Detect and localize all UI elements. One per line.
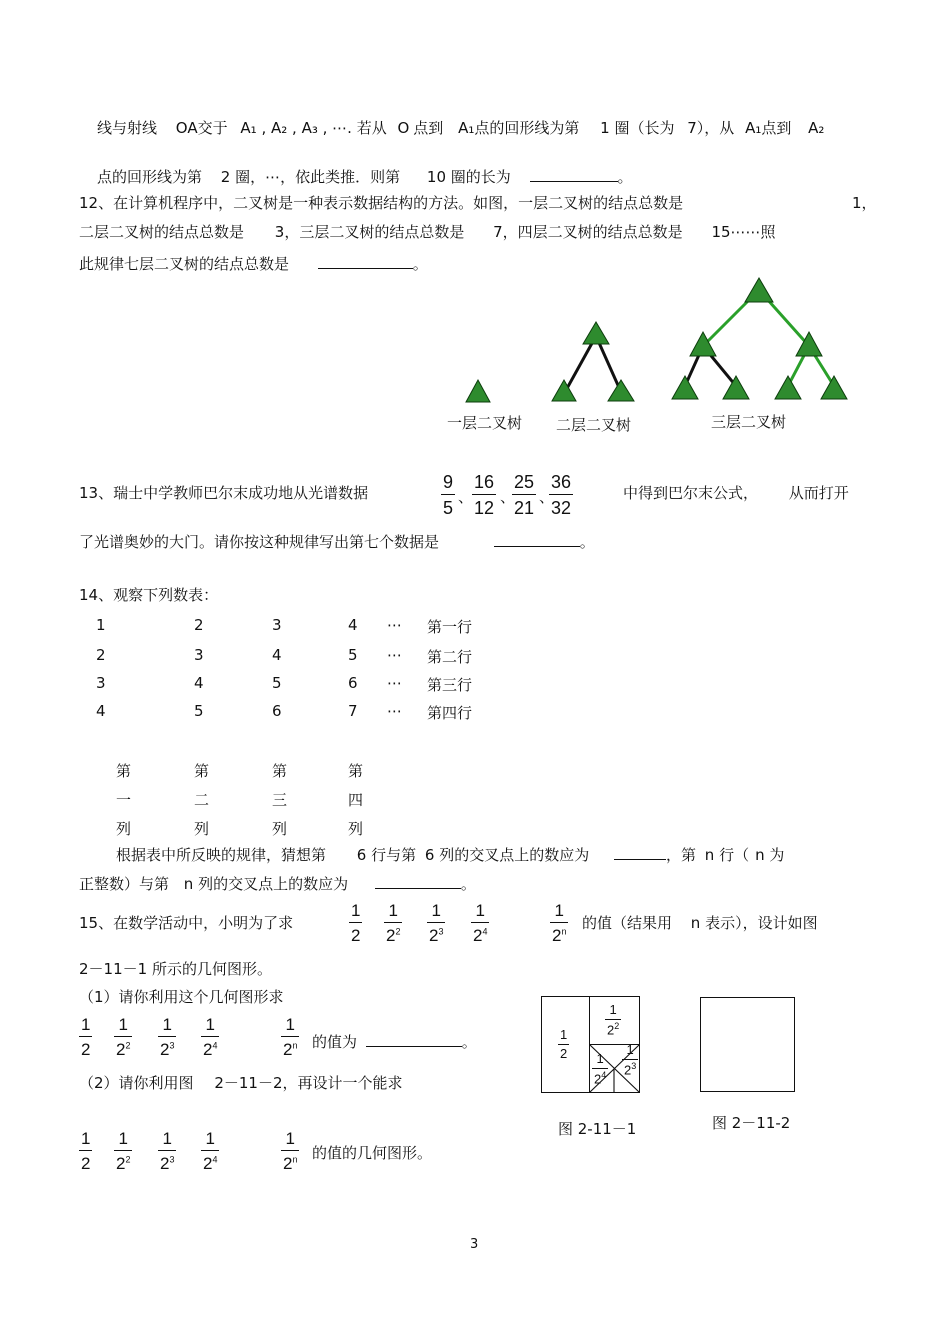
fraction-1-over-2: $\frac{1}{2}$: [81, 1129, 91, 1173]
q13-line1-a: 13、瑞士中学教师巴尔末成功地从光谱数据: [79, 484, 369, 502]
q11-line2: 点的回形线为第 2 圈，⋯，依此类推．则第 10 圈的长为 。: [97, 168, 633, 186]
fraction-1-over-2-pow-3: $\frac{1}{2^3}$: [160, 1129, 175, 1173]
table-cell: ⋯: [387, 674, 402, 692]
table-cell: 5: [272, 674, 282, 692]
col-label: 二: [194, 791, 210, 809]
q15-part2-value: 的值的几何图形。: [312, 1144, 433, 1162]
tree-node: [466, 380, 490, 402]
q14-text1: 根据表中所反映的规律，猜想第 6 行与第 6 列的交叉点上的数应为 ，第 n 行（ n 为: [116, 846, 785, 864]
tree-label-1: 一层二叉树: [447, 414, 523, 432]
fraction-1-over-2-pow-2: $\frac{1}{2^2}$: [386, 901, 401, 945]
row-label: 第三行: [427, 676, 473, 694]
q12-line2: 二层二叉树的结点总数是 3，三层二叉树的结点总数是 7，四层二叉树的结点总数是 15⋯⋯照: [79, 223, 776, 241]
tree-label-3: 三层二叉树: [711, 413, 787, 431]
answer-blank[interactable]: [530, 167, 618, 182]
q12-line1-value: 1，: [852, 194, 877, 212]
table-cell: 3: [194, 646, 204, 664]
fraction-25-21: $\frac{25}{21}$: [514, 472, 535, 518]
q11-line1: 线与射线 OA交于 A₁ , A₂ , A₃ , ⋯. 若从 O 点到 A₁点的回形线为第 1 圈（长为 7），从 A₁点到 A₂: [97, 119, 825, 137]
fraction-1-over-2-pow-2: $\frac{1}{2^2}$: [116, 1129, 131, 1173]
q13-line2: 了光谱奥妙的大门。请你按这种规律写出第七个数据是 。: [79, 533, 595, 551]
col-label: 列: [116, 820, 132, 838]
answer-blank[interactable]: [614, 845, 666, 860]
tree-node: [608, 380, 634, 401]
table-cell: 4: [272, 646, 282, 664]
answer-blank[interactable]: [494, 532, 580, 547]
binary-tree-figure: [440, 268, 860, 408]
figure-2-11-2: [700, 997, 795, 1092]
fraction-1-over-2-pow-n: $\frac{1}{2^n}$: [283, 1129, 298, 1173]
fraction-1-over-2: $\frac{1}{2}$: [81, 1015, 91, 1059]
tree-node: [583, 322, 609, 344]
separator: 、: [539, 488, 555, 506]
table-cell: 4: [194, 674, 204, 692]
answer-blank[interactable]: [318, 254, 413, 269]
q15-line1-a: 15、在数学活动中，小明为了求: [79, 914, 294, 932]
table-cell: ⋯: [387, 616, 402, 634]
tree-label-2: 二层二叉树: [556, 416, 632, 434]
row-label: 第一行: [427, 618, 473, 636]
col-label: 四: [348, 791, 364, 809]
q15-line2: 2－11－1 所示的几何图形。: [79, 960, 272, 978]
separator: 、: [500, 488, 516, 506]
table-cell: 5: [348, 646, 358, 664]
tree-node: [723, 376, 749, 399]
q12-line1: 12、在计算机程序中，二叉树是一种表示数据结构的方法。如图，一层二叉树的结点总数是: [79, 194, 684, 212]
col-label: 列: [194, 820, 210, 838]
tree-node: [552, 380, 576, 401]
q14-title: 14、观察下列数表：: [79, 586, 219, 604]
fraction-1-over-2-pow-4: $\frac{1}{2^4}$: [473, 901, 488, 945]
region-1-over-2-pow-4: $\frac{1}{2^4}$: [594, 1051, 607, 1087]
q12-line3: 此规律七层二叉树的结点总数是 。: [79, 255, 428, 273]
tree-node: [672, 376, 698, 399]
region-1-over-2-pow-3: $\frac{1}{2^3}$: [624, 1042, 637, 1078]
col-label: 第: [272, 762, 288, 780]
col-label: 第: [194, 762, 210, 780]
tree-node: [745, 278, 773, 302]
fraction-1-over-2-pow-3: $\frac{1}{2^3}$: [429, 901, 444, 945]
table-cell: 3: [96, 674, 106, 692]
fraction-1-over-2: $\frac{1}{2}$: [351, 901, 361, 945]
tree-node: [775, 376, 801, 399]
fig1-caption: 图 2-11－1: [558, 1120, 637, 1138]
table-cell: 3: [272, 616, 282, 634]
table-cell: 7: [348, 702, 358, 720]
answer-blank[interactable]: [375, 874, 461, 889]
table-cell: 4: [96, 702, 106, 720]
fraction-9-5: $\frac{9}{5}$: [443, 472, 454, 518]
figure-2-11-1: [541, 996, 640, 1093]
fraction-1-over-2-pow-4: $\frac{1}{2^4}$: [203, 1129, 218, 1173]
region-1-over-2-pow-2: $\frac{1}{2^2}$: [607, 1002, 620, 1038]
region-1-over-2: $\frac{1}{2}$: [560, 1027, 568, 1061]
table-cell: 5: [194, 702, 204, 720]
fraction-1-over-2-pow-n: $\frac{1}{2^n}$: [552, 901, 567, 945]
tree-nodes: [466, 278, 847, 402]
col-label: 列: [348, 820, 364, 838]
page-number: 3: [470, 1237, 479, 1252]
row-label: 第四行: [427, 704, 473, 722]
col-label: 第: [348, 762, 364, 780]
table-cell: ⋯: [387, 702, 402, 720]
table-cell: 4: [348, 616, 358, 634]
table-cell: 6: [348, 674, 358, 692]
col-label: 一: [116, 791, 132, 809]
row-label: 第二行: [427, 648, 473, 666]
table-cell: 6: [272, 702, 282, 720]
fig2-caption: 图 2－11-2: [712, 1114, 791, 1132]
fraction-1-over-2-pow-3: $\frac{1}{2^3}$: [160, 1015, 175, 1059]
table-cell: 1: [96, 616, 106, 634]
col-label: 第: [116, 762, 132, 780]
fraction-1-over-2-pow-2: $\frac{1}{2^2}$: [116, 1015, 131, 1059]
table-cell: ⋯: [387, 646, 402, 664]
q13-line1-b: 中得到巴尔末公式， 从而打开: [623, 484, 849, 502]
answer-blank[interactable]: [366, 1032, 462, 1047]
fraction-36-32: $\frac{36}{32}$: [551, 472, 572, 518]
separator: 、: [458, 488, 474, 506]
q15-line1-b: 的值（结果用 n 表示），设计如图: [582, 914, 818, 932]
q15-part1-value: 的值为 。: [312, 1033, 477, 1051]
fraction-1-over-2-pow-4: $\frac{1}{2^4}$: [203, 1015, 218, 1059]
table-cell: 2: [96, 646, 106, 664]
q15-part1: （1）请你利用这个几何图形求: [79, 988, 284, 1006]
fraction-1-over-2-pow-n: $\frac{1}{2^n}$: [283, 1015, 298, 1059]
tree-node: [821, 376, 847, 399]
q14-text2: 正整数）与第 n 列的交叉点上的数应为 。: [79, 875, 476, 893]
col-label: 三: [272, 791, 288, 809]
fraction-16-12: $\frac{16}{12}$: [474, 472, 495, 518]
col-label: 列: [272, 820, 288, 838]
q15-part2: （2）请你利用图 2－11－2，再设计一个能求: [79, 1074, 403, 1092]
table-cell: 2: [194, 616, 204, 634]
